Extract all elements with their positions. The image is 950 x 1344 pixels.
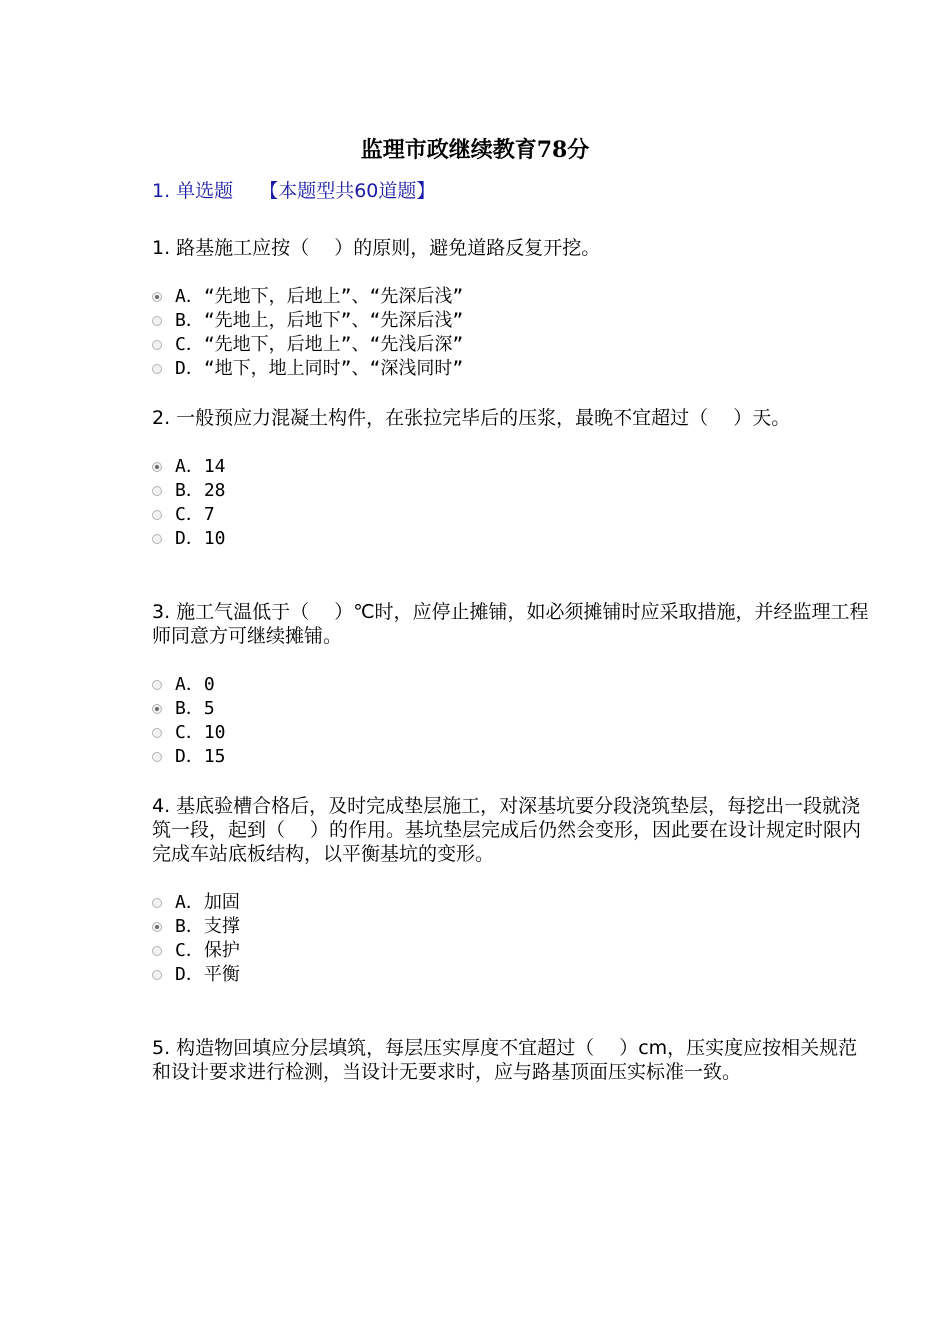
option-a[interactable] (152, 285, 872, 309)
option-label: C．10 (175, 722, 226, 743)
question-text: 1. 路基施工应按（ ）的原则，避免道路反复开挖。 (152, 237, 601, 259)
question-text: 4. 基底验槽合格后，及时完成垫层施工，对深基坑要分段浇筑垫层，每挖出一段就浇筑一段，起到（ ）的作用。基坑垫层完成后仍然会变形，因此要在设计规定时限内完成车站底板结构，以平衡基坑的变形。 (152, 795, 862, 865)
option-list (152, 455, 872, 551)
option-list (152, 673, 872, 769)
option-label: A．“先地下，后地上”、“先深后浅” (175, 286, 464, 307)
question-1 (152, 236, 872, 381)
option-c[interactable] (152, 939, 872, 963)
option-label: B．28 (175, 480, 226, 501)
option-a[interactable] (152, 455, 872, 479)
section-type: 1. 单选题 (152, 180, 234, 202)
radio-icon[interactable] (152, 534, 162, 544)
option-b[interactable] (152, 915, 872, 939)
option-c[interactable] (152, 333, 872, 357)
document-title: 监理市政继续教育78分 (360, 137, 590, 163)
question-text: 2. 一般预应力混凝土构件，在张拉完毕后的压浆，最晚不宜超过（ ）天。 (152, 407, 791, 429)
option-d[interactable] (152, 527, 872, 551)
option-label: B．支撑 (175, 916, 240, 937)
radio-icon[interactable] (152, 486, 162, 496)
section-summary: 【本题型共60道题】 (259, 180, 436, 202)
radio-icon[interactable] (152, 922, 162, 932)
option-label: D．平衡 (175, 964, 240, 985)
option-b[interactable] (152, 309, 872, 333)
radio-icon[interactable] (152, 898, 162, 908)
option-label: A．加固 (175, 892, 240, 913)
option-b[interactable] (152, 697, 872, 721)
radio-icon[interactable] (152, 316, 162, 326)
radio-icon[interactable] (152, 292, 162, 302)
option-d[interactable] (152, 357, 872, 381)
radio-icon[interactable] (152, 462, 162, 472)
radio-icon[interactable] (152, 728, 162, 738)
option-c[interactable] (152, 721, 872, 745)
option-label: A．14 (175, 456, 226, 477)
section-heading (152, 177, 435, 205)
option-list (152, 285, 872, 381)
option-label: B．“先地上，后地下”、“先深后浅” (175, 310, 464, 331)
radio-icon[interactable] (152, 364, 162, 374)
option-label: C．“先地下，后地上”、“先浅后深” (175, 334, 464, 355)
option-d[interactable] (152, 745, 872, 769)
question-3 (152, 600, 872, 769)
option-label: D．10 (175, 528, 226, 549)
radio-icon[interactable] (152, 704, 162, 714)
option-label: A．0 (175, 674, 215, 695)
radio-icon[interactable] (152, 510, 162, 520)
question-4 (152, 794, 872, 987)
option-a[interactable] (152, 891, 872, 915)
radio-icon[interactable] (152, 680, 162, 690)
question-text: 3. 施工气温低于（ ）℃时，应停止摊铺，如必须摊铺时应采取措施，并经监理工程师同意方可继续摊铺。 (152, 601, 869, 647)
option-label: D．“地下，地上同时”、“深浅同时” (175, 358, 464, 379)
option-b[interactable] (152, 479, 872, 503)
option-label: C．保护 (175, 940, 240, 961)
option-c[interactable] (152, 503, 872, 527)
option-label: D．15 (175, 746, 226, 767)
option-label: B．5 (175, 698, 215, 719)
question-text: 5. 构造物回填应分层填筑，每层压实厚度不宜超过（ ）cm，压实度应按相关规范和设计要求进行检测，当设计无要求时，应与路基顶面压实标准一致。 (152, 1037, 858, 1083)
question-5 (152, 1036, 872, 1109)
radio-icon[interactable] (152, 946, 162, 956)
radio-icon[interactable] (152, 340, 162, 350)
option-d[interactable] (152, 963, 872, 987)
option-label: C．7 (175, 504, 215, 525)
option-a[interactable] (152, 673, 872, 697)
option-list (152, 891, 872, 987)
question-2 (152, 406, 872, 551)
radio-icon[interactable] (152, 752, 162, 762)
radio-icon[interactable] (152, 970, 162, 980)
